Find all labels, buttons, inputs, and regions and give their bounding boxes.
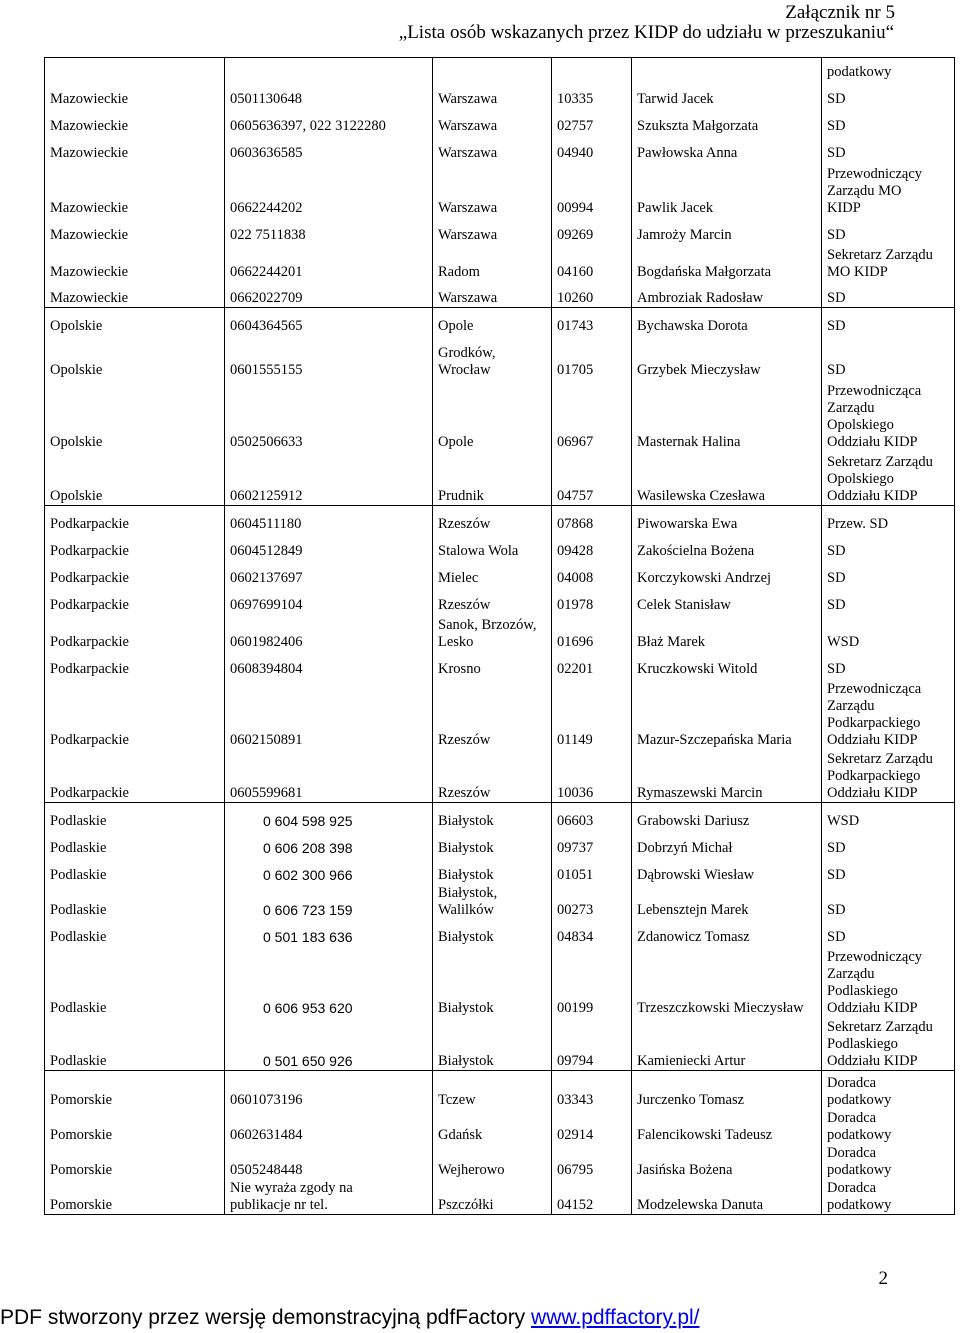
code-cell: 04757 — [552, 451, 632, 506]
role-cell: Doradca podatkowy — [822, 1071, 955, 1109]
phone-cell: 0602150891 — [225, 678, 433, 749]
table-row — [45, 244, 955, 281]
phone-cell: 0604512849 — [225, 533, 433, 560]
phone-cell: 0603636585 — [225, 135, 433, 162]
city-cell: Białystok — [433, 1017, 552, 1071]
code-cell: 01978 — [552, 587, 632, 614]
table-row — [45, 335, 955, 379]
phone-cell: 0605636397, 022 3122280 — [225, 108, 433, 135]
phone-cell: 0604511180 — [225, 506, 433, 533]
role-cell: Przew. SD — [822, 506, 955, 533]
city-cell: Gdańsk — [433, 1109, 552, 1144]
role-cell: SD — [822, 919, 955, 946]
code-cell: 06967 — [552, 379, 632, 451]
city-cell: Grodków, Wrocław — [433, 335, 552, 379]
role-cell: Doradca podatkowy — [822, 1109, 955, 1144]
code-cell: 09269 — [552, 217, 632, 244]
continuation-row — [45, 58, 955, 81]
name-cell: Jamroży Marcin — [632, 217, 822, 244]
phone-cell: 0601555155 — [225, 335, 433, 379]
code-cell: 10260 — [552, 281, 632, 308]
role-cell: SD — [822, 335, 955, 379]
name-cell: Dąbrowski Wiesław — [632, 857, 822, 884]
name-cell: Korczykowski Andrzej — [632, 560, 822, 587]
region-cell: Opolskie — [45, 451, 225, 506]
region-cell: Opolskie — [45, 335, 225, 379]
code-cell: 09428 — [552, 533, 632, 560]
name-cell: Lebensztejn Marek — [632, 884, 822, 919]
phone-cell: 0601073196 — [225, 1071, 433, 1109]
code-cell: 09794 — [552, 1017, 632, 1071]
code-cell: 03343 — [552, 1071, 632, 1109]
table-row — [45, 803, 955, 830]
region-cell: Podkarpackie — [45, 614, 225, 651]
region-cell: Podlaskie — [45, 884, 225, 919]
role-cell: SD — [822, 857, 955, 884]
code-cell: 06795 — [552, 1144, 632, 1179]
code-cell: 04834 — [552, 919, 632, 946]
phone-cell: 022 7511838 — [225, 217, 433, 244]
table-row — [45, 830, 955, 857]
role-cell: SD — [822, 81, 955, 108]
phone-cell: 0 501 650 926 — [225, 1017, 433, 1071]
table-row — [45, 379, 955, 451]
table-row — [45, 308, 955, 335]
role-cell: Sekretarz Zarządu MO KIDP — [822, 244, 955, 281]
phone-cell: 0608394804 — [225, 651, 433, 678]
table-row — [45, 560, 955, 587]
table-row — [45, 587, 955, 614]
role-cell: SD — [822, 651, 955, 678]
code-cell: 00994 — [552, 162, 632, 217]
phone-cell: 0602125912 — [225, 451, 433, 506]
code-cell: 10335 — [552, 81, 632, 108]
phone-cell: 0 606 953 620 — [225, 946, 433, 1017]
name-cell: Zakościelna Bożena — [632, 533, 822, 560]
role-cell: WSD — [822, 803, 955, 830]
phone-cell: 0 501 183 636 — [225, 919, 433, 946]
city-cell: Opole — [433, 379, 552, 451]
region-cell: Pomorskie — [45, 1179, 225, 1215]
table-row — [45, 884, 955, 919]
region-cell: Mazowieckie — [45, 81, 225, 108]
phone-cell: 0 602 300 966 — [225, 857, 433, 884]
table-row — [45, 614, 955, 651]
role-cell: Przewodniczący Zarządu Podlaskiego Oddziału KIDP — [822, 946, 955, 1017]
name-cell: Rymaszewski Marcin — [632, 749, 822, 803]
phone-cell: 0501130648 — [225, 81, 433, 108]
code-cell: 01705 — [552, 335, 632, 379]
city-cell: Rzeszów — [433, 587, 552, 614]
code-cell: 04008 — [552, 560, 632, 587]
region-cell: Podkarpackie — [45, 678, 225, 749]
role-cell: SD — [822, 281, 955, 308]
city-cell: Warszawa — [433, 108, 552, 135]
table-row — [45, 1017, 955, 1071]
name-cell: Trzeszczkowski Mieczysław — [632, 946, 822, 1017]
city-cell: Rzeszów — [433, 506, 552, 533]
city-cell: Białystok — [433, 946, 552, 1017]
role-cell: Sekretarz Zarządu Opolskiego Oddziału KIDP — [822, 451, 955, 506]
role-cell: Sekretarz Zarządu Podkarpackiego Oddziału KIDP — [822, 749, 955, 803]
table-row — [45, 946, 955, 1017]
code-cell: 00273 — [552, 884, 632, 919]
code-cell: 04940 — [552, 135, 632, 162]
phone-cell: 0505248448 — [225, 1144, 433, 1179]
table-row — [45, 1109, 955, 1144]
region-cell: Podkarpackie — [45, 587, 225, 614]
role-cell: Przewodnicząca Zarządu Podkarpackiego Oddziału KIDP — [822, 678, 955, 749]
region-cell: Mazowieckie — [45, 135, 225, 162]
name-cell: Bogdańska Małgorzata — [632, 244, 822, 281]
code-cell: 06603 — [552, 803, 632, 830]
table-row — [45, 135, 955, 162]
document-title: „Lista osób wskazanych przez KIDP do udziału w przeszukaniu“ — [398, 22, 894, 43]
name-cell: Grzybek Mieczysław — [632, 335, 822, 379]
name-cell: Modzelewska Danuta — [632, 1179, 822, 1215]
role-cell: SD — [822, 884, 955, 919]
region-cell: Mazowieckie — [45, 281, 225, 308]
city-cell: Warszawa — [433, 217, 552, 244]
name-cell: Zdanowicz Tomasz — [632, 919, 822, 946]
name-cell: Błaż Marek — [632, 614, 822, 651]
city-cell: Warszawa — [433, 135, 552, 162]
role-cell: SD — [822, 587, 955, 614]
name-cell: Falencikowski Tadeusz — [632, 1109, 822, 1144]
name-cell: Dobrzyń Michał — [632, 830, 822, 857]
table-row — [45, 108, 955, 135]
city-cell: Sanok, Brzozów, Lesko — [433, 614, 552, 651]
city-cell: Stalowa Wola — [433, 533, 552, 560]
phone-cell: 0502506633 — [225, 379, 433, 451]
table-row — [45, 1071, 955, 1109]
footer-text: PDF stworzony przez wersję demonstracyjną pdfFactory — [0, 1306, 532, 1329]
table-row — [45, 451, 955, 506]
phone-cell: 0601982406 — [225, 614, 433, 651]
region-cell: Mazowieckie — [45, 217, 225, 244]
role-cell: podatkowy — [822, 58, 955, 81]
table-row — [45, 678, 955, 749]
page-number: 2 — [878, 1268, 888, 1289]
region-cell: Podkarpackie — [45, 533, 225, 560]
city-cell: Rzeszów — [433, 749, 552, 803]
city-cell: Mielec — [433, 560, 552, 587]
code-cell: 04152 — [552, 1179, 632, 1215]
region-cell: Podlaskie — [45, 946, 225, 1017]
phone-cell: 0 606 723 159 — [225, 884, 433, 919]
phone-cell: 0 606 208 398 — [225, 830, 433, 857]
code-cell: 02201 — [552, 651, 632, 678]
table-row — [45, 1179, 955, 1215]
city-cell: Białystok — [433, 919, 552, 946]
name-cell: Mazur-Szczepańska Maria — [632, 678, 822, 749]
name-cell: Tarwid Jacek — [632, 81, 822, 108]
region-cell: Podkarpackie — [45, 560, 225, 587]
annex-label: Załącznik nr 5 — [785, 2, 895, 23]
name-cell: Kruczkowski Witold — [632, 651, 822, 678]
city-cell: Prudnik — [433, 451, 552, 506]
code-cell: 04160 — [552, 244, 632, 281]
region-cell: Mazowieckie — [45, 162, 225, 217]
role-cell: WSD — [822, 614, 955, 651]
city-cell: Warszawa — [433, 162, 552, 217]
name-cell: Masternak Halina — [632, 379, 822, 451]
city-cell: Krosno — [433, 651, 552, 678]
region-cell: Opolskie — [45, 308, 225, 335]
city-cell: Wejherowo — [433, 1144, 552, 1179]
pdf-footer — [0, 1306, 700, 1330]
role-cell: SD — [822, 560, 955, 587]
region-cell: Podkarpackie — [45, 749, 225, 803]
region-cell: Podkarpackie — [45, 506, 225, 533]
code-cell: 01051 — [552, 857, 632, 884]
role-cell: Doradca podatkowy — [822, 1179, 955, 1215]
city-cell: Warszawa — [433, 81, 552, 108]
city-cell: Białystok — [433, 803, 552, 830]
region-cell: Podlaskie — [45, 803, 225, 830]
region-cell: Podkarpackie — [45, 651, 225, 678]
code-cell: 07868 — [552, 506, 632, 533]
code-cell: 00199 — [552, 946, 632, 1017]
role-cell: Doradca podatkowy — [822, 1144, 955, 1179]
code-cell: 01149 — [552, 678, 632, 749]
name-cell: Celek Stanisław — [632, 587, 822, 614]
table-row — [45, 919, 955, 946]
region-cell: Podlaskie — [45, 857, 225, 884]
role-cell: SD — [822, 217, 955, 244]
table-row — [45, 749, 955, 803]
code-cell: 10036 — [552, 749, 632, 803]
region-cell: Podlaskie — [45, 830, 225, 857]
phone-cell: 0605599681 — [225, 749, 433, 803]
name-cell: Piwowarska Ewa — [632, 506, 822, 533]
city-cell: Radom — [433, 244, 552, 281]
phone-cell: 0697699104 — [225, 587, 433, 614]
phone-cell: 0662244202 — [225, 162, 433, 217]
role-cell: SD — [822, 830, 955, 857]
city-cell: Białystok — [433, 830, 552, 857]
role-cell: SD — [822, 533, 955, 560]
region-cell: Pomorskie — [45, 1071, 225, 1109]
table-row — [45, 857, 955, 884]
name-cell: Jasińska Bożena — [632, 1144, 822, 1179]
name-cell: Ambroziak Radosław — [632, 281, 822, 308]
phone-cell: 0 604 598 925 — [225, 803, 433, 830]
phone-cell: 0662022709 — [225, 281, 433, 308]
phone-cell: 0602137697 — [225, 560, 433, 587]
code-cell: 01743 — [552, 308, 632, 335]
region-cell: Pomorskie — [45, 1109, 225, 1144]
table-row — [45, 162, 955, 217]
code-cell: 09737 — [552, 830, 632, 857]
name-cell: Pawłowska Anna — [632, 135, 822, 162]
table-row — [45, 1144, 955, 1179]
name-cell: Wasilewska Czesława — [632, 451, 822, 506]
role-cell: SD — [822, 108, 955, 135]
region-cell: Podlaskie — [45, 1017, 225, 1071]
region-cell: Podlaskie — [45, 919, 225, 946]
role-cell: Sekretarz Zarządu Podlaskiego Oddziału KIDP — [822, 1017, 955, 1071]
phone-cell: Nie wyraża zgody na publikacje nr tel. — [225, 1179, 433, 1215]
table-row — [45, 533, 955, 560]
footer-link[interactable]: www.pdffactory.pl/ — [531, 1306, 700, 1329]
role-cell: SD — [822, 308, 955, 335]
city-cell: Rzeszów — [433, 678, 552, 749]
city-cell: Białystok — [433, 857, 552, 884]
city-cell: Pszczółki — [433, 1179, 552, 1215]
name-cell: Kamieniecki Artur — [632, 1017, 822, 1071]
name-cell: Jurczenko Tomasz — [632, 1071, 822, 1109]
code-cell: 02914 — [552, 1109, 632, 1144]
table-row — [45, 651, 955, 678]
region-cell: Opolskie — [45, 379, 225, 451]
table-row — [45, 506, 955, 533]
table-row — [45, 81, 955, 108]
person-table — [44, 57, 955, 1215]
code-cell: 01696 — [552, 614, 632, 651]
role-cell: Przewodniczący Zarządu MO KIDP — [822, 162, 955, 217]
city-cell: Tczew — [433, 1071, 552, 1109]
city-cell: Warszawa — [433, 281, 552, 308]
phone-cell: 0604364565 — [225, 308, 433, 335]
region-cell: Pomorskie — [45, 1144, 225, 1179]
table-row — [45, 217, 955, 244]
city-cell: Białystok, Walilków — [433, 884, 552, 919]
name-cell: Bychawska Dorota — [632, 308, 822, 335]
table-row — [45, 281, 955, 308]
role-cell: SD — [822, 135, 955, 162]
code-cell: 02757 — [552, 108, 632, 135]
role-cell: Przewodnicząca Zarządu Opolskiego Oddziału KIDP — [822, 379, 955, 451]
name-cell: Szukszta Małgorzata — [632, 108, 822, 135]
city-cell: Opole — [433, 308, 552, 335]
phone-cell: 0602631484 — [225, 1109, 433, 1144]
name-cell: Grabowski Dariusz — [632, 803, 822, 830]
region-cell: Mazowieckie — [45, 244, 225, 281]
name-cell: Pawlik Jacek — [632, 162, 822, 217]
phone-cell: 0662244201 — [225, 244, 433, 281]
region-cell: Mazowieckie — [45, 108, 225, 135]
